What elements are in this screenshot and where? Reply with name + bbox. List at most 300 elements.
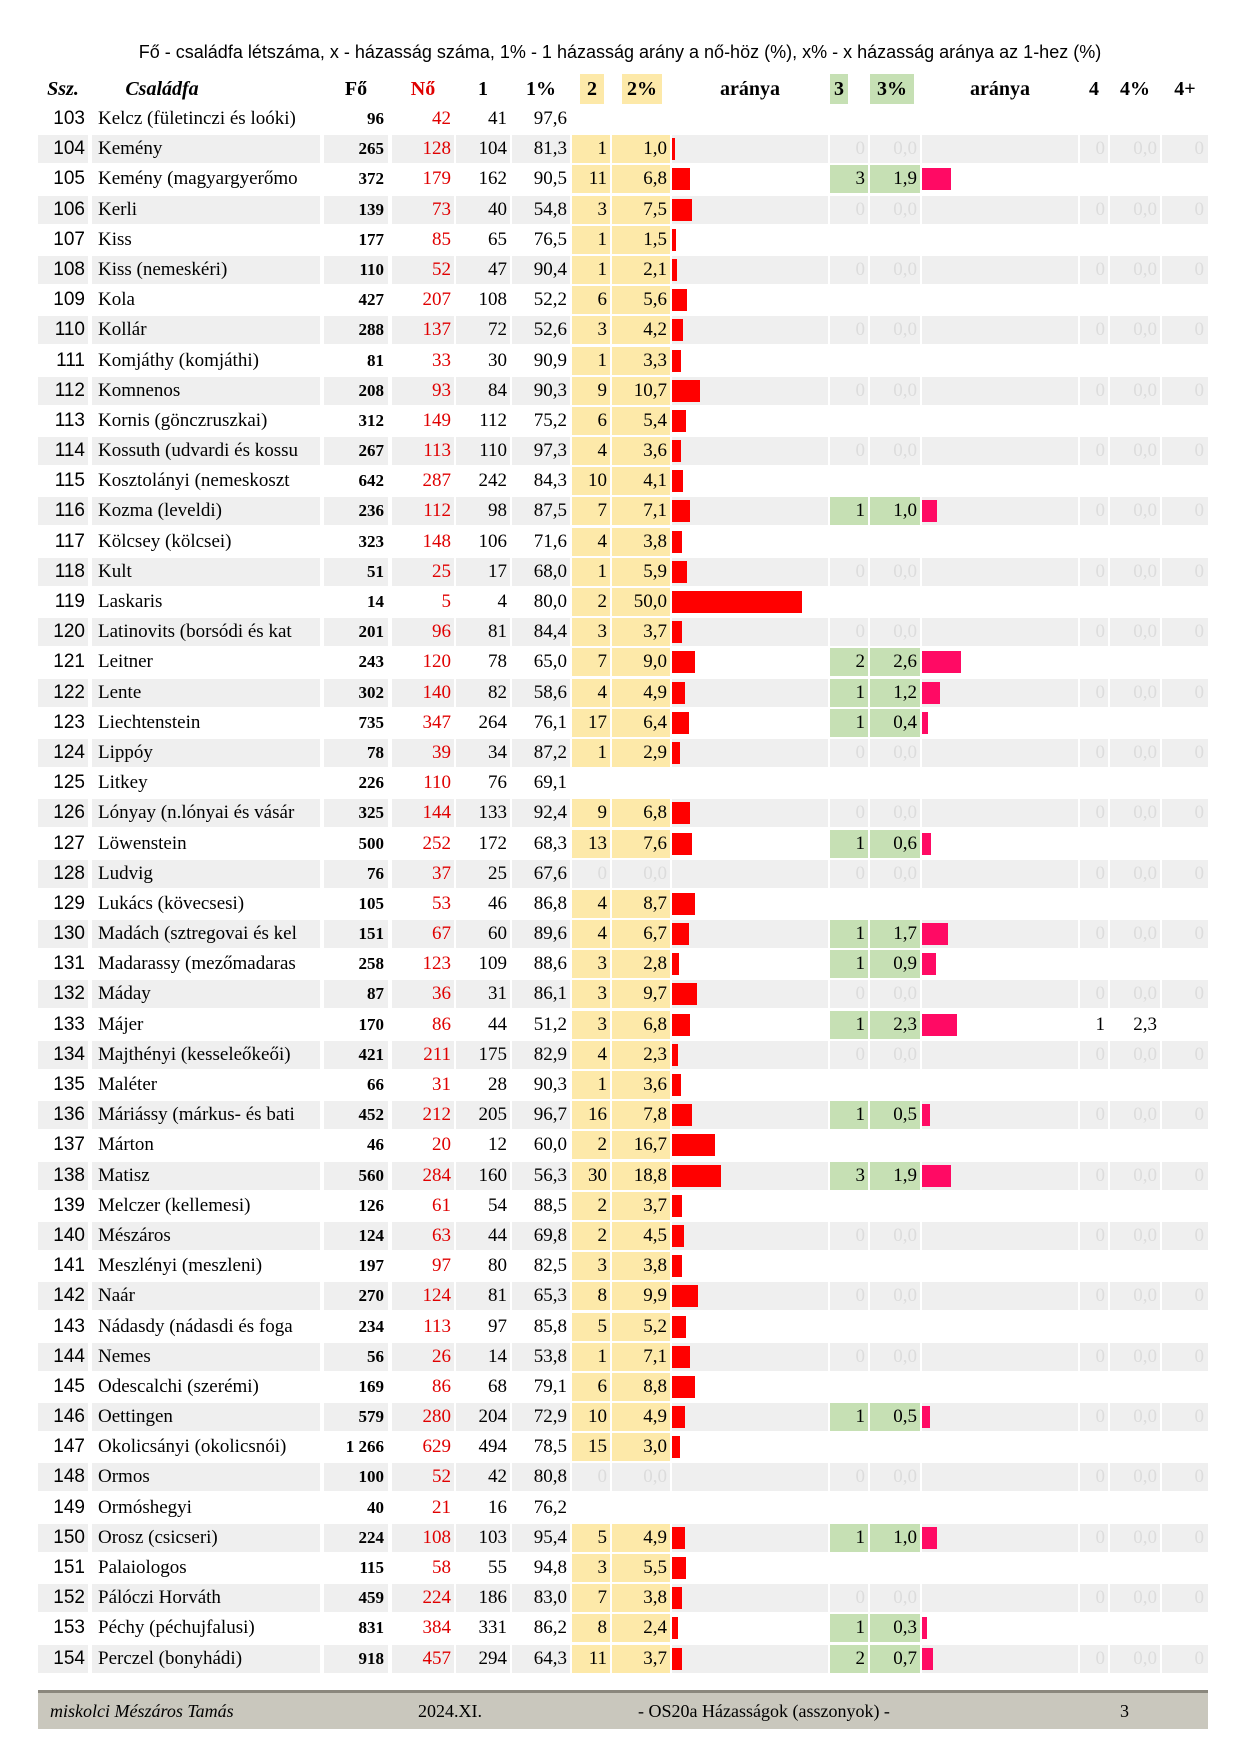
row-bar3-cell — [922, 709, 1078, 737]
row-one: 82 — [456, 679, 510, 707]
row-p2: 6,8 — [612, 799, 670, 827]
row-no: 629 — [422, 1436, 451, 1458]
row-n2: 7 — [572, 497, 610, 525]
row-family-name: Ormóshegyi — [98, 1496, 192, 1518]
row-p3: 0,7 — [870, 1645, 920, 1673]
row-one: 12 — [488, 1134, 507, 1156]
row-p1: 86,2 — [533, 1617, 567, 1639]
row-bar2-cell — [672, 1343, 828, 1371]
row-n4 — [1080, 105, 1108, 133]
row-one: 175 — [456, 1041, 510, 1069]
row-one: 42 — [456, 1463, 510, 1491]
row-no: 144 — [392, 799, 454, 827]
row-n3 — [830, 1433, 868, 1461]
row-n4: 0 — [1080, 799, 1108, 827]
row-n2 — [572, 769, 610, 797]
row-n4p — [1162, 1614, 1208, 1642]
row-n4p: 0 — [1162, 1222, 1208, 1250]
row-ssz: 142 — [38, 1282, 88, 1310]
row-n4 — [1080, 1313, 1108, 1341]
row-no: 85 — [432, 228, 451, 250]
row-bar2-cell — [672, 618, 828, 646]
row-n4 — [1080, 648, 1108, 676]
row-p1: 90,4 — [512, 256, 570, 284]
row-n3 — [830, 1373, 868, 1401]
row-ssz: 117 — [54, 530, 85, 552]
table-row — [0, 195, 1240, 225]
row-family-name: Okolicsányi (okolicsnói) — [98, 1436, 287, 1458]
header-n4: 4 — [1089, 78, 1099, 100]
row-n2 — [572, 1494, 610, 1522]
row-n4p: 0 — [1162, 1463, 1208, 1491]
row-fo: 78 — [324, 739, 388, 767]
row-bar3-cell — [922, 497, 1078, 525]
ratio-bar-2 — [672, 1316, 686, 1338]
row-no: 61 — [432, 1194, 451, 1216]
ratio-bar-3 — [922, 833, 931, 855]
row-n3: 0 — [830, 1463, 868, 1491]
row-p1: 84,3 — [533, 470, 567, 492]
row-family-name: Mészáros — [92, 1222, 320, 1250]
row-p3: 0,0 — [870, 437, 920, 465]
row-p4 — [1110, 830, 1160, 858]
row-bar3-cell — [922, 1645, 1078, 1673]
row-family-name: Naár — [92, 1282, 320, 1310]
row-p3: 0,0 — [870, 316, 920, 344]
row-bar2-cell — [672, 286, 828, 314]
legend-caption: Fő - családfa létszáma, x - házasság száma, 1% - 1 házasság arány a nő-höz (%), x% - x házasság aránya az 1-hez (%) — [138, 42, 1102, 62]
row-family-name: Kölcsey (kölcsei) — [98, 530, 232, 552]
row-p1: 80,0 — [533, 591, 567, 612]
row-p3: 0,0 — [870, 1463, 920, 1491]
table-row — [0, 1432, 1240, 1462]
ratio-bar-2 — [672, 199, 692, 221]
row-n2: 1 — [572, 226, 610, 254]
row-one: 14 — [456, 1343, 510, 1371]
row-n4: 0 — [1080, 980, 1108, 1008]
row-p4 — [1110, 648, 1160, 676]
row-bar3-cell — [922, 256, 1078, 284]
row-bar2-cell — [672, 1131, 828, 1159]
row-p4: 0,0 — [1110, 558, 1160, 586]
row-p1: 65,3 — [512, 1282, 570, 1310]
row-n2: 4 — [572, 920, 610, 948]
row-bar3-cell — [922, 860, 1078, 888]
row-p3 — [870, 528, 920, 556]
row-family-name: Laskaris — [98, 591, 163, 612]
row-one: 162 — [478, 168, 507, 190]
row-n4 — [1080, 890, 1108, 918]
row-family-name: Kelcz (fületinczi és loóki) — [98, 108, 296, 129]
row-p1: 81,3 — [512, 135, 570, 163]
row-p1: 87,5 — [512, 497, 570, 525]
row-family-name: Majthényi (kesseleőkeői) — [92, 1041, 320, 1069]
row-no: 287 — [422, 470, 451, 492]
table-row — [0, 346, 1240, 376]
row-n4p: 0 — [1162, 739, 1208, 767]
row-family-name: Kult — [92, 558, 320, 586]
row-n4 — [1080, 165, 1108, 193]
table-row — [0, 557, 1240, 587]
row-n3 — [830, 407, 868, 435]
row-no: 39 — [392, 739, 454, 767]
row-p1: 56,3 — [512, 1162, 570, 1190]
row-n2: 0 — [572, 1463, 610, 1491]
row-ssz: 154 — [38, 1645, 88, 1673]
row-bar3-cell — [922, 135, 1078, 163]
row-p2: 3,3 — [612, 347, 670, 375]
table-row — [0, 376, 1240, 406]
row-fo: 87 — [324, 980, 388, 1008]
row-n4: 0 — [1080, 256, 1108, 284]
row-n4: 1 — [1095, 1013, 1105, 1035]
row-n4p — [1162, 1313, 1208, 1341]
row-p4: 0,0 — [1110, 1584, 1160, 1612]
row-p3: 2,3 — [870, 1011, 920, 1039]
row-p1: 92,4 — [512, 799, 570, 827]
row-one: 54 — [488, 1194, 507, 1216]
row-n2: 6 — [572, 286, 610, 314]
row-n4p: 0 — [1162, 799, 1208, 827]
row-n4: 0 — [1080, 679, 1108, 707]
row-p3: 1,2 — [870, 679, 920, 707]
row-ssz: 111 — [56, 349, 85, 371]
row-p1: 51,2 — [533, 1013, 567, 1035]
row-p3 — [870, 1192, 920, 1220]
row-n3: 1 — [830, 1403, 868, 1431]
row-p4: 0,0 — [1110, 618, 1160, 646]
row-bar3-cell — [922, 950, 1078, 978]
row-no: 21 — [432, 1496, 451, 1518]
row-bar2-cell — [672, 830, 828, 858]
row-n4: 0 — [1080, 1463, 1108, 1491]
ratio-bar-2 — [672, 500, 690, 522]
row-fo: 1 266 — [345, 1437, 384, 1457]
row-p3 — [870, 407, 920, 435]
ratio-bar-2 — [672, 802, 690, 824]
row-p2: 3,7 — [612, 618, 670, 646]
ratio-bar-3 — [922, 1104, 930, 1126]
row-n3: 0 — [830, 316, 868, 344]
row-no: 26 — [392, 1343, 454, 1371]
row-p4: 0,0 — [1110, 316, 1160, 344]
row-n2: 7 — [572, 648, 610, 676]
row-n4p — [1162, 1433, 1208, 1461]
row-fo: 236 — [324, 497, 388, 525]
row-n3: 1 — [830, 1524, 868, 1552]
row-bar2-cell — [672, 165, 828, 193]
row-bar2-cell — [672, 1041, 828, 1069]
row-bar3-cell — [922, 769, 1078, 797]
row-p3 — [870, 1554, 920, 1582]
row-p3 — [870, 467, 920, 495]
row-p1: 96,7 — [512, 1101, 570, 1129]
row-fo: 918 — [324, 1645, 388, 1673]
row-family-name: Latinovits (borsódi és kat — [92, 618, 320, 646]
row-n3 — [830, 588, 868, 616]
row-n4 — [1080, 286, 1108, 314]
row-n4 — [1080, 467, 1108, 495]
table-row — [0, 164, 1240, 194]
row-no: 113 — [423, 1315, 451, 1337]
row-one: 106 — [478, 530, 507, 552]
row-one: 44 — [456, 1222, 510, 1250]
row-n4: 0 — [1080, 1584, 1108, 1612]
row-no: 73 — [392, 196, 454, 224]
footer-page: 3 — [1120, 1701, 1129, 1721]
row-fo: 312 — [358, 410, 384, 430]
row-n3 — [830, 467, 868, 495]
row-family-name: Kollár — [92, 316, 320, 344]
table-row — [0, 466, 1240, 496]
row-n3: 0 — [830, 437, 868, 465]
row-one: 160 — [456, 1162, 510, 1190]
row-n3: 0 — [830, 980, 868, 1008]
row-bar3-cell — [922, 528, 1078, 556]
row-ssz: 150 — [38, 1524, 88, 1552]
row-fo: 177 — [358, 229, 384, 249]
ratio-bar-3 — [922, 1014, 957, 1036]
row-family-name: Pálóczi Horváth — [92, 1584, 320, 1612]
row-n4p: 0 — [1162, 1162, 1208, 1190]
table-row — [0, 768, 1240, 798]
row-p2 — [612, 1494, 670, 1522]
row-p3: 0,0 — [870, 135, 920, 163]
row-ssz: 108 — [38, 256, 88, 284]
row-n3 — [830, 1554, 868, 1582]
row-ssz: 123 — [53, 711, 85, 733]
row-p1: 95,4 — [512, 1524, 570, 1552]
ratio-bar-2 — [672, 1044, 678, 1066]
row-bar2-cell — [672, 799, 828, 827]
row-no: 5 — [441, 591, 451, 612]
row-p1: 71,6 — [533, 530, 567, 552]
row-n2: 9 — [572, 377, 610, 405]
row-p4: 0,0 — [1110, 1222, 1160, 1250]
row-p3 — [870, 588, 920, 616]
row-bar2-cell — [672, 1101, 828, 1129]
row-p1: 82,9 — [512, 1041, 570, 1069]
row-p3: 1,7 — [870, 920, 920, 948]
row-ssz: 119 — [54, 591, 85, 612]
row-bar2-cell — [672, 135, 828, 163]
row-one: 46 — [488, 892, 507, 914]
table-row — [0, 1644, 1240, 1674]
ratio-bar-2 — [672, 1195, 682, 1217]
row-one: 242 — [478, 470, 507, 492]
row-p3 — [870, 1131, 920, 1159]
table-row — [0, 1281, 1240, 1311]
row-n3: 1 — [830, 679, 868, 707]
row-p3 — [870, 226, 920, 254]
footer-doc-title: - OS20a Házasságok (asszonyok) - — [638, 1701, 890, 1721]
row-n4p — [1162, 1252, 1208, 1280]
row-family-name: Márton — [98, 1134, 154, 1156]
row-n2: 3 — [572, 1252, 610, 1280]
row-one: 44 — [488, 1013, 507, 1035]
row-family-name: Matisz — [92, 1162, 320, 1190]
row-n4: 0 — [1080, 437, 1108, 465]
row-bar3-cell — [922, 739, 1078, 767]
row-p2: 6,8 — [612, 1011, 670, 1039]
table-row — [0, 1070, 1240, 1100]
row-one: 98 — [456, 497, 510, 525]
row-n4 — [1080, 1131, 1108, 1159]
row-bar3-cell — [922, 1192, 1078, 1220]
row-p2: 6,4 — [612, 709, 670, 737]
row-p4: 0,0 — [1110, 256, 1160, 284]
row-n2: 6 — [572, 407, 610, 435]
row-bar3-cell — [922, 1614, 1078, 1642]
row-no: 137 — [392, 316, 454, 344]
row-n4: 0 — [1080, 377, 1108, 405]
row-one: 41 — [488, 108, 507, 129]
row-n4p — [1162, 830, 1208, 858]
row-p4 — [1110, 1131, 1160, 1159]
ratio-bar-2 — [672, 1104, 692, 1126]
ratio-bar-2 — [672, 651, 695, 673]
table-row — [0, 587, 1240, 617]
row-ssz: 140 — [38, 1222, 88, 1250]
row-p4: 0,0 — [1110, 1162, 1160, 1190]
row-p2: 4,9 — [612, 679, 670, 707]
row-p4 — [1110, 226, 1160, 254]
row-no: 120 — [422, 651, 451, 673]
table-row — [0, 1462, 1240, 1492]
row-n4: 0 — [1080, 1222, 1108, 1250]
ratio-bar-3 — [922, 1648, 933, 1670]
table-row — [0, 1402, 1240, 1432]
header-ar2: aránya — [720, 78, 780, 100]
row-n3: 3 — [830, 165, 868, 193]
row-one: 30 — [488, 349, 507, 371]
row-bar2-cell — [672, 1463, 828, 1491]
row-p1: 94,8 — [533, 1557, 567, 1578]
row-bar2-cell — [672, 648, 828, 676]
row-bar3-cell — [922, 1584, 1078, 1612]
row-bar3-cell — [922, 226, 1078, 254]
row-family-name: Lukács (kövecsesi) — [98, 892, 245, 914]
ratio-bar-2 — [672, 470, 683, 492]
row-n2: 3 — [572, 316, 610, 344]
row-p2: 7,8 — [612, 1101, 670, 1129]
row-no: 224 — [392, 1584, 454, 1612]
row-one: 494 — [478, 1436, 507, 1458]
row-ssz: 120 — [38, 618, 88, 646]
table-row — [0, 1221, 1240, 1251]
row-fo: 105 — [358, 893, 384, 913]
row-n2: 1 — [572, 135, 610, 163]
table-row — [0, 1523, 1240, 1553]
ratio-bar-2 — [672, 1617, 678, 1639]
row-n4 — [1080, 347, 1108, 375]
row-n3: 2 — [830, 648, 868, 676]
row-bar2-cell — [672, 226, 828, 254]
row-family-name: Oettingen — [92, 1403, 320, 1431]
row-p4 — [1110, 528, 1160, 556]
row-p3: 0,6 — [870, 830, 920, 858]
row-n2: 3 — [572, 950, 610, 978]
row-ssz: 103 — [53, 108, 85, 129]
row-fo: 169 — [358, 1376, 384, 1396]
row-p4: 0,0 — [1110, 920, 1160, 948]
row-p3: 0,3 — [870, 1614, 920, 1642]
row-n4p — [1162, 648, 1208, 676]
row-n4 — [1080, 226, 1108, 254]
row-p4: 0,0 — [1110, 497, 1160, 525]
table-row — [0, 436, 1240, 466]
row-n2: 16 — [572, 1101, 610, 1129]
row-n4: 0 — [1080, 1403, 1108, 1431]
ratio-bar-2 — [672, 1255, 682, 1277]
row-p2: 7,1 — [612, 497, 670, 525]
row-n4p — [1162, 286, 1208, 314]
row-fo: 270 — [324, 1282, 388, 1310]
table-row — [0, 1553, 1240, 1583]
row-n4p: 0 — [1162, 920, 1208, 948]
row-no: 211 — [392, 1041, 454, 1069]
row-ssz: 134 — [38, 1041, 88, 1069]
row-bar2-cell — [672, 709, 828, 737]
row-bar3-cell — [922, 1343, 1078, 1371]
row-n2: 0 — [572, 860, 610, 888]
ratio-bar-2 — [672, 410, 686, 432]
ratio-bar-3 — [922, 1527, 937, 1549]
row-bar2-cell — [672, 316, 828, 344]
row-bar3-cell — [922, 890, 1078, 918]
row-one: 40 — [456, 196, 510, 224]
row-n4: 0 — [1080, 135, 1108, 163]
row-no: 53 — [432, 892, 451, 914]
row-bar3-cell — [922, 1433, 1078, 1461]
row-bar3-cell — [922, 1131, 1078, 1159]
row-no: 97 — [432, 1255, 451, 1277]
row-bar3-cell — [922, 1101, 1078, 1129]
table-row — [0, 1583, 1240, 1613]
row-one: 60 — [456, 920, 510, 948]
row-n4p — [1162, 528, 1208, 556]
ratio-bar-2 — [672, 1225, 684, 1247]
row-p4 — [1110, 1192, 1160, 1220]
row-n4 — [1080, 830, 1108, 858]
row-n3: 0 — [830, 1343, 868, 1371]
row-fo: 124 — [324, 1222, 388, 1250]
row-n4 — [1080, 1252, 1108, 1280]
row-fo: 642 — [358, 471, 384, 491]
row-n2: 2 — [572, 1222, 610, 1250]
row-bar3-cell — [922, 558, 1078, 586]
row-n3 — [830, 347, 868, 375]
row-one: 65 — [488, 228, 507, 250]
row-p1: 85,8 — [533, 1315, 567, 1337]
row-n4p — [1162, 1192, 1208, 1220]
table-row — [0, 829, 1240, 859]
row-p3 — [870, 1313, 920, 1341]
row-family-name: Máriássy (márkus- és bati — [92, 1101, 320, 1129]
row-n2: 13 — [572, 830, 610, 858]
row-no: 31 — [432, 1074, 451, 1095]
header-one: 1 — [478, 78, 488, 100]
row-n3: 1 — [830, 709, 868, 737]
row-ssz: 107 — [53, 228, 85, 250]
row-p2: 3,6 — [612, 437, 670, 465]
row-p3 — [870, 1252, 920, 1280]
row-p1: 67,6 — [512, 860, 570, 888]
row-n2: 4 — [572, 890, 610, 918]
row-p2: 16,7 — [612, 1131, 670, 1159]
row-no: 36 — [392, 980, 454, 1008]
row-bar2-cell — [672, 890, 828, 918]
